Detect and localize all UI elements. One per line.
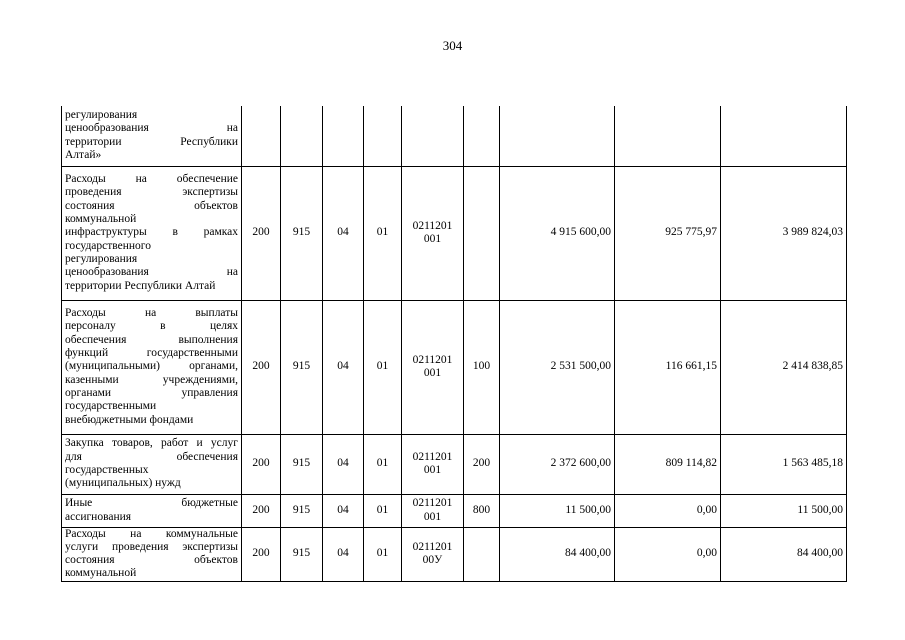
cell-value: 0,00 <box>696 503 717 516</box>
cell-value: 0,00 <box>696 547 717 560</box>
cell-code-1 <box>242 166 281 300</box>
cell-expense-type <box>464 106 500 166</box>
cell-code-4 <box>364 166 402 300</box>
cell-expense-type <box>464 434 500 494</box>
table-row <box>62 106 847 166</box>
description-line: коммунальной <box>65 213 137 226</box>
description-line: территории Республики <box>65 135 238 148</box>
cell-code-3 <box>323 434 364 494</box>
description-line: органами управления <box>65 386 238 399</box>
description-line: состояния объектов <box>65 199 238 212</box>
cell-code-4 <box>364 106 402 166</box>
cell-amount-executed <box>615 494 721 527</box>
cell-code-3 <box>323 106 364 166</box>
cell-code-4 <box>364 527 402 581</box>
cell-code-4 <box>364 434 402 494</box>
cell-amount-remaining <box>721 106 847 166</box>
cell-amount-planned <box>500 527 615 581</box>
description-line: Закупка товаров, работ и услуг <box>65 437 238 450</box>
cell-amount-executed <box>615 527 721 581</box>
cell-code-2 <box>281 494 323 527</box>
cell-value: 0211201 001 <box>412 219 453 245</box>
cell-amount-remaining <box>721 527 847 581</box>
cell-target-article <box>402 434 464 494</box>
cell-value: 0211201 001 <box>412 450 453 476</box>
cell-code-3 <box>323 527 364 581</box>
cell-value: 200 <box>472 457 491 470</box>
cell-target-article <box>402 494 464 527</box>
cell-value: 800 <box>472 503 491 516</box>
cell-expense-type <box>464 494 500 527</box>
cell-value: 04 <box>337 226 349 239</box>
cell-code-2 <box>281 106 323 166</box>
cell-amount-remaining <box>721 434 847 494</box>
cell-value: 116 661,15 <box>665 360 717 373</box>
cell-value: 4 915 600,00 <box>550 226 611 239</box>
description-line: государственными <box>65 400 157 413</box>
cell-amount-executed <box>615 300 721 434</box>
description-line: государственного <box>65 239 151 252</box>
description-line: инфраструктуры в рамках <box>65 226 238 239</box>
cell-value: 915 <box>292 547 311 560</box>
cell-value: 84 400,00 <box>565 547 611 560</box>
cell-value: 200 <box>252 226 270 239</box>
row-description <box>62 166 242 300</box>
cell-code-3 <box>323 494 364 527</box>
cell-value: 01 <box>376 503 389 516</box>
cell-amount-planned <box>500 434 615 494</box>
description-line: внебюджетными фондами <box>65 413 194 426</box>
cell-expense-type <box>464 527 500 581</box>
cell-code-1 <box>242 434 281 494</box>
cell-expense-type <box>464 166 500 300</box>
description-line: казенными учреждениями, <box>65 373 238 386</box>
cell-amount-remaining <box>721 166 847 300</box>
cell-value: 0211201 001 <box>412 497 453 523</box>
cell-value: 925 775,97 <box>665 226 717 239</box>
cell-amount-planned <box>500 166 615 300</box>
description-line: Расходы на обеспечение <box>65 173 238 186</box>
description-line: Расходы на коммунальные <box>65 527 238 540</box>
cell-amount-executed <box>615 166 721 300</box>
table-row <box>62 300 847 434</box>
cell-code-2 <box>281 527 323 581</box>
cell-value: 915 <box>292 360 311 373</box>
cell-code-2 <box>281 300 323 434</box>
row-description <box>62 527 242 581</box>
description-line: проведения экспертизы <box>65 186 238 199</box>
cell-value: 04 <box>337 503 349 516</box>
description-line: Иные бюджетные <box>65 497 238 510</box>
cell-value: 809 114,82 <box>665 457 717 470</box>
cell-amount-remaining <box>721 494 847 527</box>
description-line: (муниципальных) нужд <box>65 477 181 490</box>
cell-expense-type <box>464 300 500 434</box>
description-line: территории Республики Алтай <box>65 279 216 292</box>
cell-code-2 <box>281 434 323 494</box>
cell-target-article <box>402 300 464 434</box>
cell-value: 04 <box>337 547 349 560</box>
cell-amount-remaining <box>721 300 847 434</box>
cell-value: 915 <box>292 503 311 516</box>
cell-code-1 <box>242 300 281 434</box>
page-number: 304 <box>442 38 463 53</box>
cell-value: 200 <box>252 503 270 516</box>
budget-table <box>61 106 847 582</box>
cell-target-article <box>402 527 464 581</box>
cell-amount-planned <box>500 494 615 527</box>
cell-value: 01 <box>376 360 389 373</box>
row-description <box>62 434 242 494</box>
table-row <box>62 527 847 581</box>
description-line: Алтай» <box>65 149 102 162</box>
cell-value: 915 <box>292 226 311 239</box>
description-line: услуги проведения экспертизы <box>65 540 238 553</box>
cell-code-1 <box>242 494 281 527</box>
cell-amount-executed <box>615 106 721 166</box>
cell-value: 04 <box>337 360 349 373</box>
cell-code-1 <box>242 527 281 581</box>
description-line: государственных <box>65 464 149 476</box>
cell-amount-planned <box>500 300 615 434</box>
description-line: персоналу в целях <box>65 320 238 333</box>
description-line: (муниципальными) органами, <box>65 360 238 373</box>
cell-code-1 <box>242 106 281 166</box>
row-description <box>62 106 242 166</box>
cell-code-3 <box>323 166 364 300</box>
cell-value: 2 531 500,00 <box>550 360 611 373</box>
cell-value: 2 414 838,85 <box>782 360 843 373</box>
table-row <box>62 434 847 494</box>
cell-amount-executed <box>615 434 721 494</box>
row-description <box>62 494 242 527</box>
cell-target-article <box>402 106 464 166</box>
description-line: состояния объектов <box>65 554 238 567</box>
cell-value: 84 400,00 <box>797 547 843 560</box>
cell-value: 200 <box>252 360 270 373</box>
cell-value: 200 <box>252 457 270 470</box>
description-line: ассигнования <box>65 510 132 523</box>
cell-amount-planned <box>500 106 615 166</box>
description-line: коммунальной <box>65 567 137 580</box>
description-line: ценообразования на <box>65 266 238 279</box>
description-line: ценообразования на <box>65 122 238 135</box>
cell-value: 100 <box>472 360 491 373</box>
description-line: Расходы на выплаты <box>65 307 238 320</box>
row-description <box>62 300 242 434</box>
cell-value: 2 372 600,00 <box>550 457 611 470</box>
cell-code-4 <box>364 300 402 434</box>
cell-value: 11 500,00 <box>565 503 611 516</box>
description-line: функций государственными <box>65 347 238 360</box>
cell-value: 01 <box>376 226 389 239</box>
description-line: регулирования <box>65 252 138 265</box>
cell-value: 04 <box>337 457 349 470</box>
cell-value: 1 563 485,18 <box>782 457 843 470</box>
description-line: регулирования <box>65 109 138 122</box>
cell-value: 200 <box>252 547 270 560</box>
table-row <box>62 494 847 527</box>
cell-value: 915 <box>292 457 311 470</box>
cell-value: 11 500,00 <box>797 503 843 516</box>
cell-code-4 <box>364 494 402 527</box>
cell-target-article <box>402 166 464 300</box>
cell-value: 01 <box>376 457 389 470</box>
cell-value: 0211201 001 <box>412 353 453 379</box>
description-line: обеспечения выполнения <box>65 333 238 346</box>
cell-code-3 <box>323 300 364 434</box>
cell-value: 3 989 824,03 <box>782 226 843 239</box>
cell-value: 01 <box>376 547 389 560</box>
cell-value: 0211201 00У <box>412 540 453 567</box>
cell-code-2 <box>281 166 323 300</box>
description-line: для обеспечения <box>65 450 238 463</box>
table-row <box>62 166 847 300</box>
